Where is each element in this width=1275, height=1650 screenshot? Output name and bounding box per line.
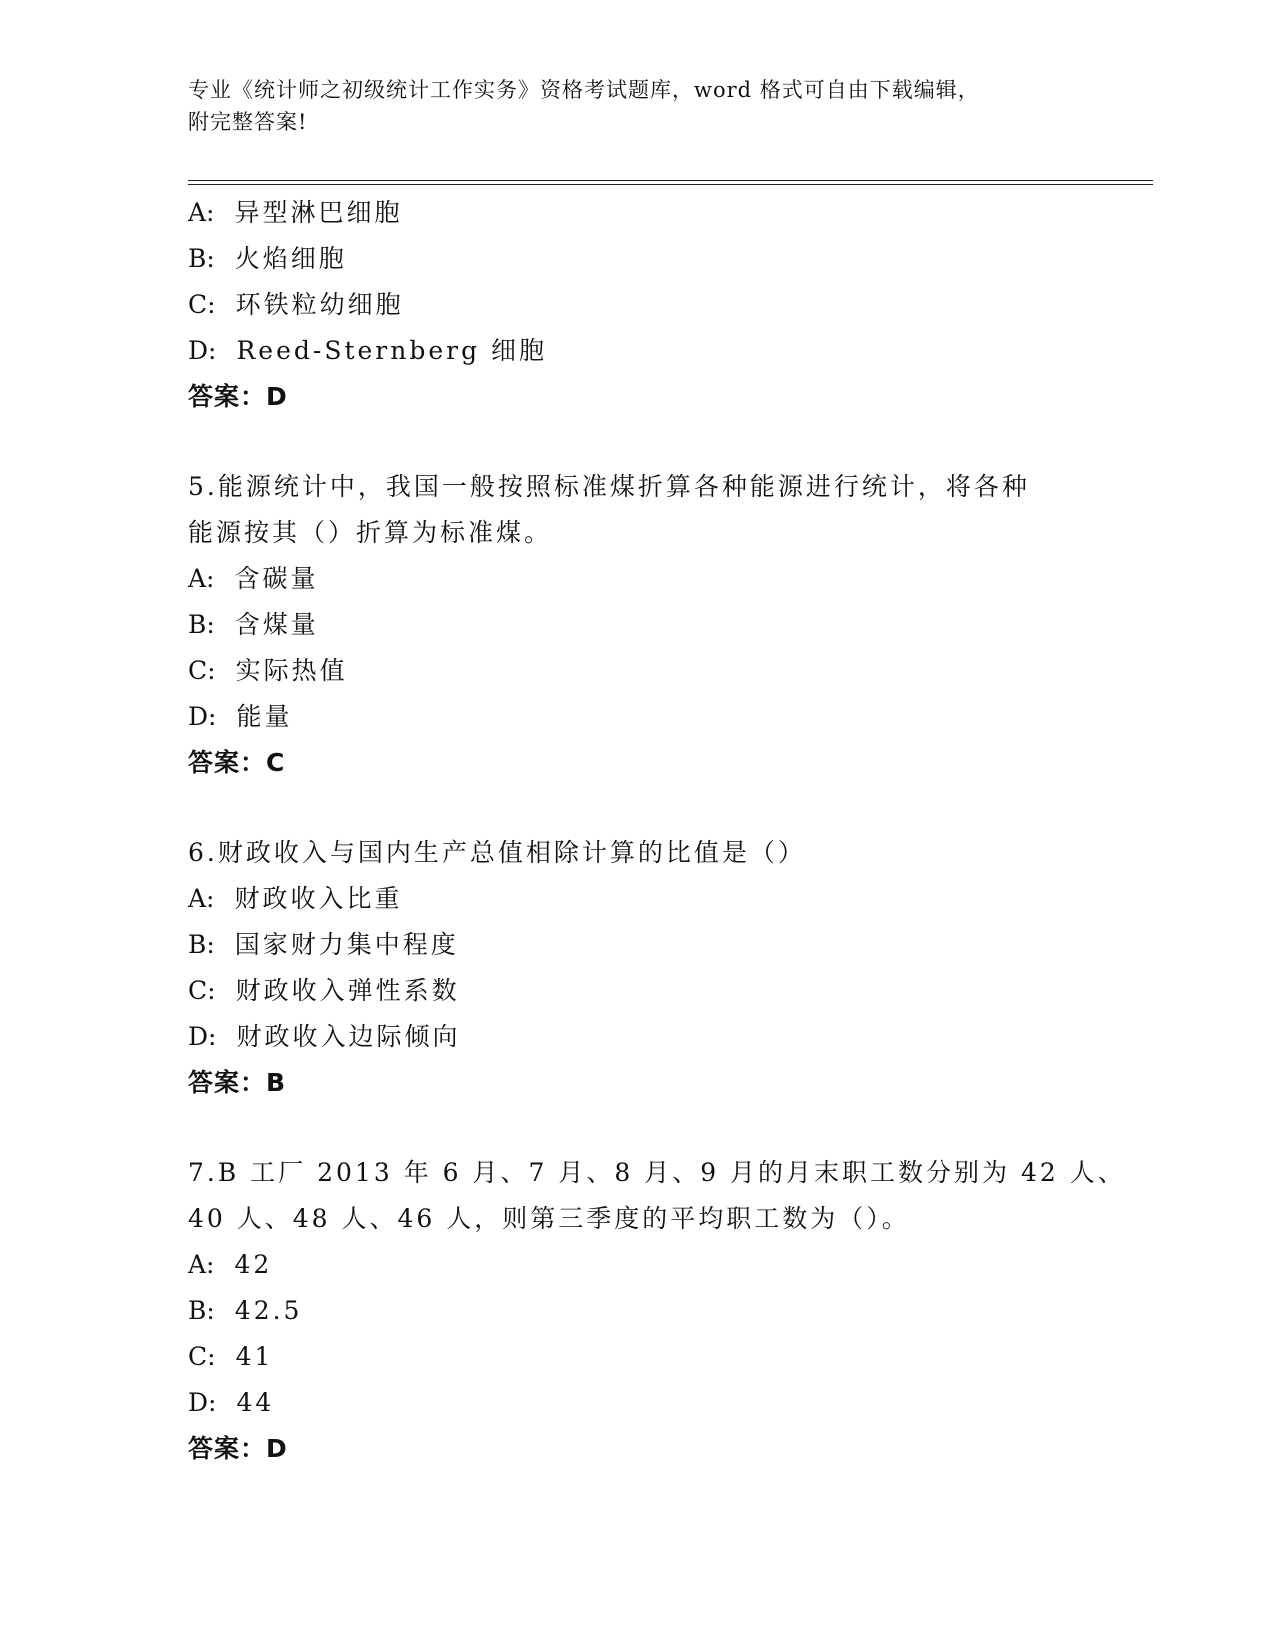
header-line-2: 附完整答案! xyxy=(188,110,308,134)
option-c: C: 41 xyxy=(188,1342,274,1371)
question-stem: 5.能源统计中，我国一般按照标准煤折算各种能源进行统计，将各种 xyxy=(188,472,1030,501)
answer-label: 答案：D xyxy=(188,1434,288,1463)
option-a: A: 异型淋巴细胞 xyxy=(188,198,403,227)
question-6 xyxy=(188,830,1088,1106)
option-b: B: 火焰细胞 xyxy=(188,244,347,273)
spacer xyxy=(188,1106,1088,1150)
answer-label: 答案：D xyxy=(188,382,288,411)
option-a: A: 42 xyxy=(188,1250,273,1279)
spacer xyxy=(188,786,1088,830)
question-4 xyxy=(188,190,1088,420)
spacer xyxy=(188,420,1088,464)
answer-label: 答案：B xyxy=(188,1068,287,1097)
header-divider-bottom xyxy=(188,184,1153,185)
option-c: C: 环铁粒幼细胞 xyxy=(188,290,404,319)
answer-label: 答案：C xyxy=(188,748,286,777)
question-stem-continued: 能源按其（）折算为标准煤。 xyxy=(188,518,553,547)
option-b: B: 含煤量 xyxy=(188,610,319,639)
question-5 xyxy=(188,464,1088,786)
header-line-1: 专业《统计师之初级统计工作实务》资格考试题库，word 格式可自由下载编辑， xyxy=(188,78,980,102)
option-d: D: 44 xyxy=(188,1388,275,1417)
question-stem-continued: 40 人、48 人、46 人，则第三季度的平均职工数为（）。 xyxy=(188,1204,910,1233)
option-a: A: 财政收入比重 xyxy=(188,884,403,913)
option-d: D: Reed-Sternberg 细胞 xyxy=(188,336,548,365)
option-a: A: 含碳量 xyxy=(188,564,319,593)
question-stem: 7.B 工厂 2013 年 6 月、7 月、8 月、9 月的月末职工数分别为 42 人、 xyxy=(188,1158,1126,1187)
question-7 xyxy=(188,1150,1126,1472)
option-d: D: 能量 xyxy=(188,702,293,731)
option-b: B: 42.5 xyxy=(188,1296,303,1325)
option-c: C: 财政收入弹性系数 xyxy=(188,976,460,1005)
option-c: C: 实际热值 xyxy=(188,656,348,685)
option-b: B: 国家财力集中程度 xyxy=(188,930,459,959)
question-stem: 6.财政收入与国内生产总值相除计算的比值是（） xyxy=(188,838,806,867)
document-header xyxy=(188,74,1088,138)
header-divider-top xyxy=(188,180,1153,181)
question-list xyxy=(188,190,1126,1472)
option-d: D: 财政收入边际倾向 xyxy=(188,1022,461,1051)
